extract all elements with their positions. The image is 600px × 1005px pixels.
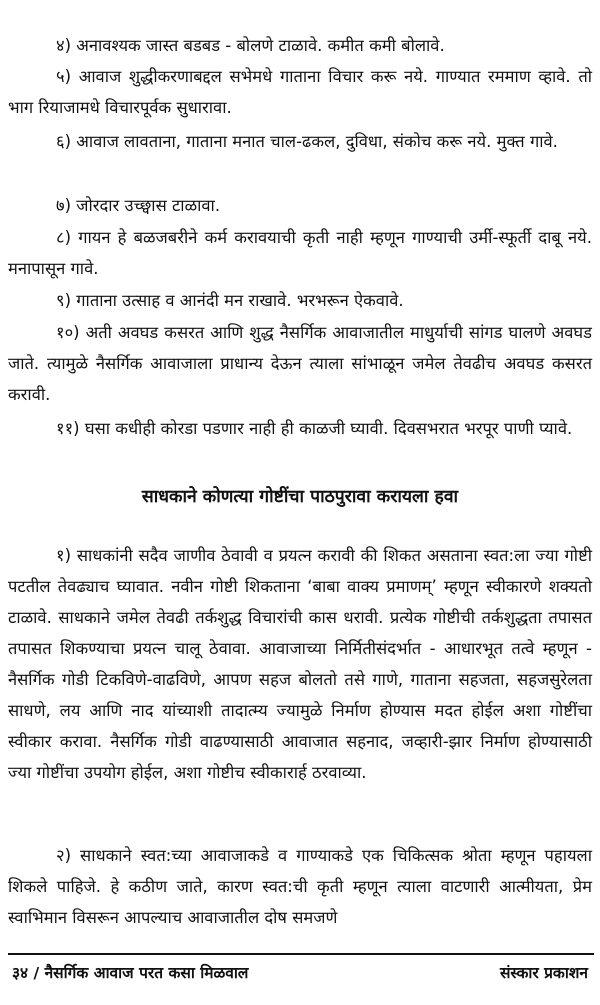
section-heading: साधकाने कोणत्या गोष्टींचा पाठपुरावा करायला हवा bbox=[141, 487, 459, 507]
list-item-8: ८) गायन हे बळजबरीने कर्म करावयाची कृती नाही म्हणून गाण्याची उर्मी-स्फूर्ती दाबू नये. मनापासून गावे. bbox=[8, 228, 592, 278]
footer-page-title: ३४ / नैसर्गिक आवाज परत कसा मिळवाल bbox=[12, 964, 249, 982]
list-item-10: १०) अती अवघड कसरत आणि शुद्ध नैसर्गिक आवाजातील माधुर्याची सांगड घालणे अवघड जाते. त्यामुळे नैसर्गिक आवाजाला प्राधान्य देऊन त्याला सांभाळून जमेल तेवढीच अवघड कसरत करावी. bbox=[8, 323, 592, 404]
section-paragraph-1: १) साधकांनी सदैव जाणीव ठेवावी व प्रयत्न करावी की शिकत असताना स्वत:ला ज्या गोष्टी पटतील तेवढ्याच घ्यावात. नवीन गोष्टी शिकताना ‘बाबा वाक्य प्रमाणम्’ म्हणून स्वीकारणे शक्यतो टाळावे. साधकाने जमेल तेवढी तर्कशुद्ध विचारांची कास धरावी. प्रत्येक गोष्टीची तर्कशुद्धता तपासत तपासत शिकण्याचा प्रयत्न चालू ठेवावा. आवाजाच्या निर्मितीसंदर्भात - आधारभूत तत्वे म्हणून - नैसर्गिक गोडी टिकविणे-वाढविणे, आपण सहज बोलतो तसे गाणे, गाताना सहजता, सहजसुरेलता साधणे, लय आणि नाद यांच्याशी तादात्म्य ज्यामुळे निर्माण होण्यास मदत होईल अशा गोष्टींचा स्वीकार करावा. नैसर्गिक गोडी वाढण्यासाठी आवाजात सहनाद, जव्हारी-झार निर्माण होण्यासाठी ज्या गोष्टींचा उपयोग होईल, अशा गोष्टीच स्वीकारार्ह ठरवाव्या. bbox=[8, 546, 592, 782]
list-item-11: ११) घसा कधीही कोरडा पडणार नाही ही काळजी घ्यावी. दिवसभरात भरपूर पाणी प्यावे. bbox=[56, 419, 573, 438]
footer-divider bbox=[8, 953, 594, 955]
list-item-4: ४) अनावश्यक जास्त बडबड - बोलणे टाळावे. कमीत कमी बोलावे. bbox=[56, 36, 445, 55]
list-item-5: ५) आवाज शुद्धीकरणाबद्दल सभेमधे गाताना विचार करू नये. गाण्यात रममाण व्हावे. तो भाग रियाजामधे विचारपूर्वक सुधारावा. bbox=[8, 67, 592, 117]
section-paragraph-2: २) साधकाने स्वत:च्या आवाजाकडे व गाण्याकडे एक चिकित्सक श्रोता म्हणून पहायला शिकले पाहिजे. हे कठीण जाते, कारण स्वत:ची कृती म्हणून त्याला वाटणारी आत्मीयता, प्रेम स्वाभिमान विसरून आपल्याच आवाजातील दोष समजणे bbox=[8, 846, 592, 927]
footer-publisher: संस्कार प्रकाशन bbox=[499, 964, 588, 982]
list-item-7: ७) जोरदार उच्छ्वास टाळावा. bbox=[56, 196, 221, 215]
list-item-9: ९) गाताना उत्साह व आनंदी मन राखावे. भरभरून ऐकवावे. bbox=[56, 291, 404, 310]
list-item-6: ६) आवाज लावताना, गाताना मनात चाल-ढकल, दुविधा, संकोच करू नये. मुक्त गावे. bbox=[56, 132, 558, 151]
